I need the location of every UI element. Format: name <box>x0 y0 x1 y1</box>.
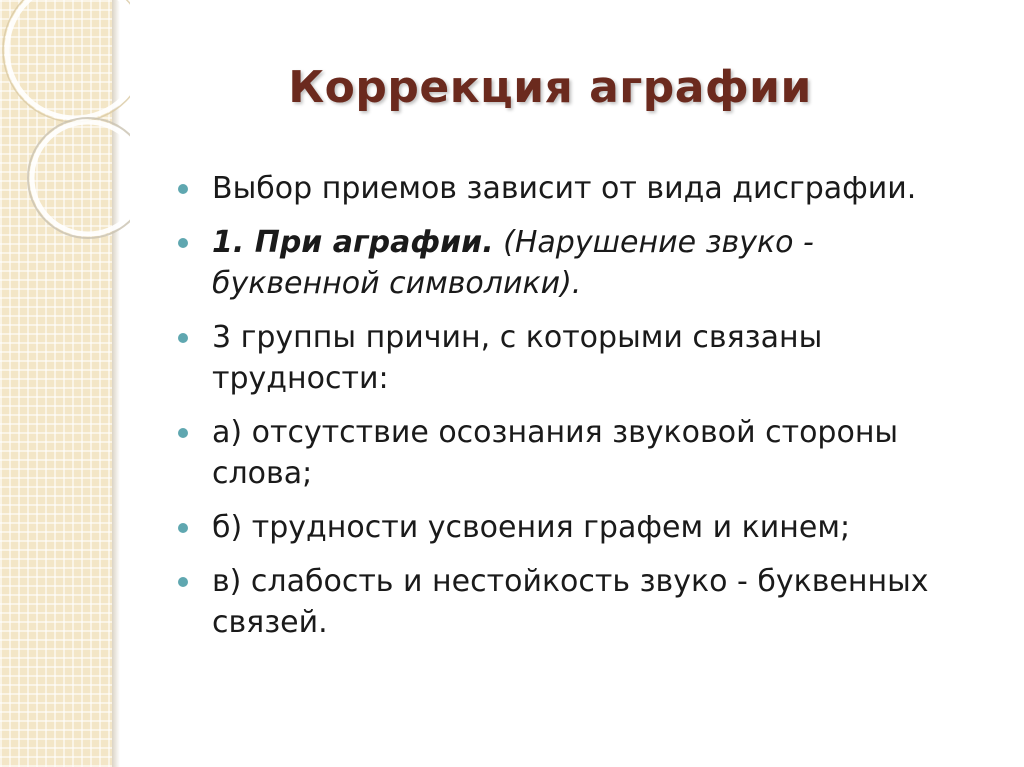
bullet-dot-icon <box>178 333 188 343</box>
bullet-item <box>178 507 988 548</box>
bullet-item <box>178 412 988 494</box>
bullet-dot-icon <box>178 184 188 194</box>
bullet-list <box>178 168 988 656</box>
bullet-text: Выбор приемов зависит от вида дисграфии. <box>212 171 917 206</box>
slide-title: Коррекция аграфии <box>288 62 812 113</box>
decorative-rings <box>0 0 130 260</box>
bullet-text: а) отсутствие осознания звуковой стороны слова; <box>212 415 899 491</box>
ring-small-white <box>32 122 130 234</box>
bullet-dot-icon <box>178 428 188 438</box>
ring-large-white <box>7 0 130 118</box>
ring-large-outline <box>3 0 130 122</box>
bullet-text: в) слабость и нестойкость звуко - буквенных связей. <box>212 564 929 640</box>
bullet-item <box>178 168 988 209</box>
bullet-item <box>178 222 988 304</box>
bullet-text: (Нарушение звуко - буквенной символики). <box>212 225 814 301</box>
bullet-dot-icon <box>178 238 188 248</box>
bullet-dot-icon <box>178 523 188 533</box>
bullet-dot-icon <box>178 577 188 587</box>
bullet-item <box>178 561 988 643</box>
ring-small-outline <box>28 118 130 238</box>
bullet-text: б) трудности усвоения графем и кинем; <box>212 510 851 545</box>
bullet-text: 3 группы причин, с которыми связаны трудности: <box>212 320 823 396</box>
bullet-heading: 1. При аграфии. <box>212 225 494 260</box>
bullet-item <box>178 317 988 399</box>
